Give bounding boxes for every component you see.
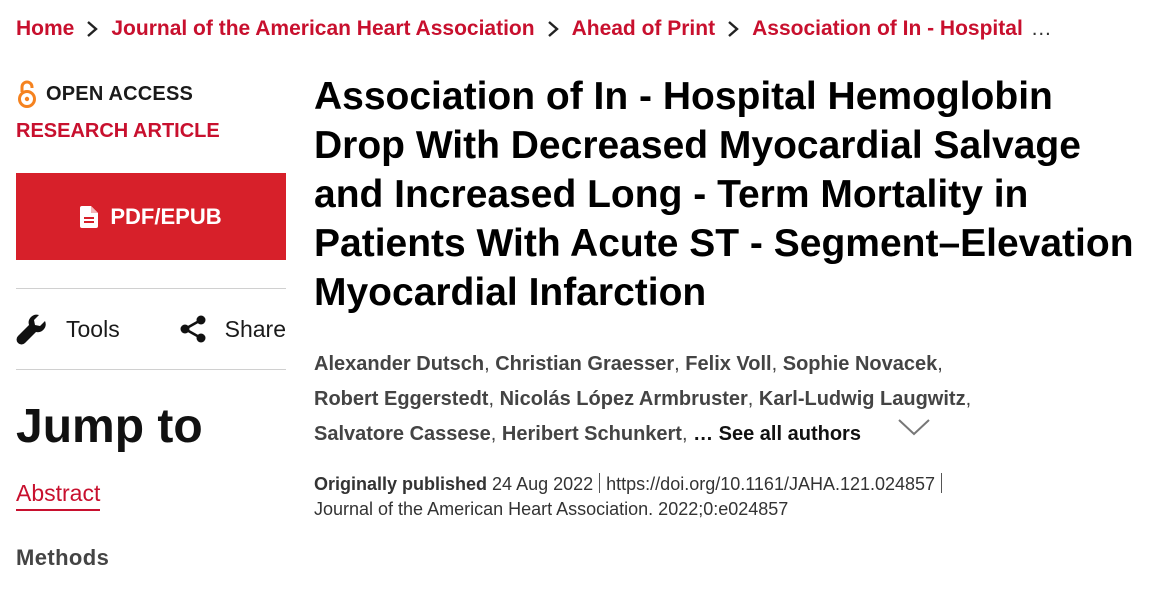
- file-icon: [80, 206, 98, 228]
- share-label: Share: [224, 315, 286, 342]
- pdf-epub-button[interactable]: [16, 173, 286, 260]
- jump-to-heading: Jump to: [16, 400, 203, 453]
- author-link[interactable]: Felix Voll: [685, 353, 772, 375]
- see-all-authors-link[interactable]: … See all authors: [693, 423, 861, 445]
- author-link[interactable]: Karl-Ludwig Laugwitz: [758, 388, 966, 410]
- article-header: [314, 72, 1144, 522]
- breadcrumb-journal[interactable]: Journal of the American Heart Association: [111, 17, 535, 40]
- journal-citation: Journal of the American Heart Association. 2022;0:e024857: [314, 499, 789, 519]
- published-date: 24 Aug 2022: [492, 474, 594, 494]
- tools-label: Tools: [66, 315, 120, 342]
- sidebar: [16, 78, 286, 571]
- breadcrumb: [16, 14, 1146, 44]
- separator: [941, 473, 942, 493]
- chevron-right-icon: [726, 20, 740, 38]
- article-type: RESEARCH ARTICLE: [16, 120, 220, 142]
- chevron-down-icon[interactable]: [897, 414, 931, 449]
- author-link[interactable]: Christian Graesser: [495, 353, 675, 375]
- author-link[interactable]: Sophie Novacek: [782, 353, 938, 375]
- author-link[interactable]: Heribert Schunkert: [501, 423, 682, 445]
- tools-button[interactable]: [16, 313, 120, 345]
- article-title: Association of In ‐ Hospital Hemoglobin Drop With Decreased Myocardial Salvage and Increased Long ‐ Term Mortality in Patients With Acute ST ‐ Segment–Elevation Myocardial Infarction: [314, 75, 1134, 314]
- open-lock-icon: [16, 79, 38, 109]
- wrench-icon: [16, 313, 48, 345]
- breadcrumb-ellipsis: …: [1030, 17, 1052, 40]
- doi-link[interactable]: https://doi.org/10.1161/JAHA.121.024857: [606, 474, 936, 494]
- jump-abstract-link[interactable]: Abstract: [16, 480, 100, 511]
- breadcrumb-home[interactable]: Home: [16, 17, 75, 40]
- breadcrumb-ahead-of-print[interactable]: Ahead of Print: [571, 17, 716, 40]
- publication-info: [314, 472, 1144, 522]
- author-link[interactable]: Robert Eggerstedt: [314, 388, 489, 410]
- chevron-right-icon: [85, 20, 99, 38]
- share-icon: [179, 314, 207, 344]
- author-link[interactable]: Nicolás López Armbruster: [499, 388, 748, 410]
- pdf-epub-label: PDF/EPUB: [110, 203, 222, 229]
- divider: [16, 369, 286, 370]
- tools-row: [16, 289, 286, 369]
- author-link[interactable]: Salvatore Cassese: [314, 423, 491, 445]
- breadcrumb-article[interactable]: Association of In ‐ Hospital: [752, 17, 1023, 40]
- chevron-right-icon: [546, 20, 560, 38]
- open-access-label: OPEN ACCESS: [46, 82, 194, 105]
- published-label: Originally published: [314, 474, 488, 494]
- share-button[interactable]: [179, 314, 286, 344]
- open-access-badge: [16, 78, 286, 110]
- author-link[interactable]: Alexander Dutsch: [314, 353, 485, 375]
- author-list: Alexander Dutsch, Christian Graesser, Felix Voll, Sophie Novacek, Robert Eggerstedt, Nicolás López Armbruster, Karl-Ludwig Laugwitz, Salvatore Cassese, Heribert Schunkert, … See all authors: [314, 347, 1144, 452]
- separator: [599, 473, 600, 493]
- jump-methods-link[interactable]: Methods: [16, 545, 110, 570]
